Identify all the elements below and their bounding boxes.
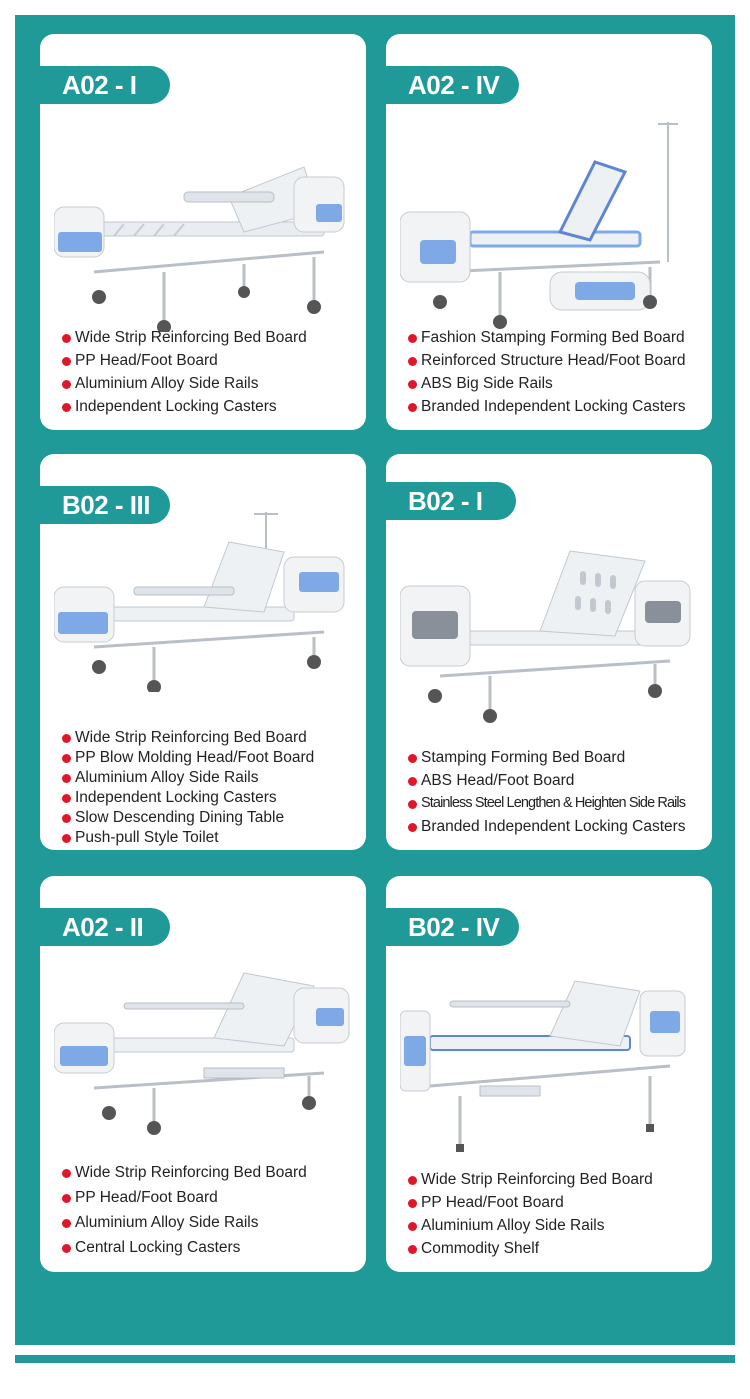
feature-text: Aluminium Alloy Side Rails bbox=[421, 1217, 605, 1234]
feature-item bbox=[62, 1235, 307, 1260]
feature-item bbox=[408, 1168, 653, 1191]
feature-text: Reinforced Structure Head/Foot Board bbox=[421, 352, 686, 369]
bullet-dot bbox=[62, 1219, 71, 1228]
feature-text: PP Blow Molding Head/Foot Board bbox=[75, 749, 315, 766]
feature-text: Commodity Shelf bbox=[421, 1240, 540, 1257]
feature-text: Branded Independent Locking Casters bbox=[421, 818, 686, 835]
feature-item bbox=[62, 748, 314, 768]
feature-text: Independent Locking Casters bbox=[75, 789, 277, 806]
feature-text: Fashion Stamping Forming Bed Board bbox=[421, 329, 685, 346]
feature-item bbox=[62, 1210, 307, 1235]
feature-item bbox=[408, 349, 686, 372]
model-tag: B02 - I bbox=[386, 482, 516, 520]
bullet-dot bbox=[408, 380, 417, 389]
feature-item bbox=[408, 326, 686, 349]
feature-text: Wide Strip Reinforcing Bed Board bbox=[75, 329, 307, 346]
bullet-dot bbox=[62, 1169, 71, 1178]
feature-item bbox=[62, 828, 314, 848]
model-tag: B02 - III bbox=[40, 486, 170, 524]
feature-text: Stamping Forming Bed Board bbox=[421, 749, 626, 766]
feature-text: Stainless Steel Lengthen & Heighten Side Rails bbox=[421, 795, 686, 811]
feature-text: Wide Strip Reinforcing Bed Board bbox=[75, 729, 307, 746]
feature-item bbox=[62, 326, 307, 349]
product-card-a02-ii[interactable] bbox=[40, 876, 366, 1272]
hospital-bed-image bbox=[54, 968, 352, 1148]
bullet-dot bbox=[62, 380, 71, 389]
feature-list bbox=[408, 1168, 653, 1260]
hospital-bed-image bbox=[400, 122, 698, 332]
feature-text: ABS Big Side Rails bbox=[421, 375, 553, 392]
product-card-b02-i[interactable] bbox=[386, 454, 712, 850]
bullet-dot bbox=[62, 814, 71, 823]
feature-list bbox=[408, 746, 686, 838]
bullet-dot bbox=[408, 823, 417, 832]
feature-item bbox=[408, 815, 686, 838]
feature-item bbox=[62, 788, 314, 808]
model-tag: A02 - I bbox=[40, 66, 170, 104]
feature-item bbox=[62, 728, 314, 748]
feature-item bbox=[408, 746, 686, 769]
bullet-dot bbox=[62, 734, 71, 743]
feature-text: Independent Locking Casters bbox=[75, 398, 277, 415]
feature-item bbox=[408, 792, 686, 815]
hospital-bed-image bbox=[400, 976, 698, 1156]
feature-item bbox=[408, 769, 686, 792]
bullet-dot bbox=[62, 1244, 71, 1253]
feature-item bbox=[408, 1237, 653, 1260]
bullet-dot bbox=[408, 800, 417, 809]
feature-text: Aluminium Alloy Side Rails bbox=[75, 375, 259, 392]
bottom-divider bbox=[15, 1355, 735, 1363]
feature-text: Central Locking Casters bbox=[75, 1239, 241, 1256]
bullet-dot bbox=[62, 754, 71, 763]
feature-text: Slow Descending Dining Table bbox=[75, 809, 285, 826]
model-tag: A02 - IV bbox=[386, 66, 519, 104]
bullet-dot bbox=[408, 1222, 417, 1231]
product-card-a02-iv[interactable] bbox=[386, 34, 712, 430]
hospital-bed-image bbox=[54, 122, 352, 332]
bullet-dot bbox=[62, 403, 71, 412]
product-card-b02-iv[interactable] bbox=[386, 876, 712, 1272]
hospital-bed-image bbox=[400, 546, 698, 726]
feature-list bbox=[62, 728, 314, 848]
feature-text: Wide Strip Reinforcing Bed Board bbox=[421, 1171, 653, 1188]
bullet-dot bbox=[408, 1245, 417, 1254]
feature-item bbox=[62, 768, 314, 788]
bullet-dot bbox=[62, 334, 71, 343]
bullet-dot bbox=[62, 1194, 71, 1203]
feature-list bbox=[62, 1160, 307, 1260]
feature-text: PP Head/Foot Board bbox=[75, 1189, 218, 1206]
feature-item bbox=[62, 1185, 307, 1210]
bullet-dot bbox=[408, 754, 417, 763]
feature-item bbox=[62, 808, 314, 828]
model-tag: B02 - IV bbox=[386, 908, 519, 946]
feature-text: ABS Head/Foot Board bbox=[421, 772, 575, 789]
bullet-dot bbox=[408, 334, 417, 343]
feature-item bbox=[62, 395, 307, 418]
bullet-dot bbox=[408, 357, 417, 366]
feature-text: Branded Independent Locking Casters bbox=[421, 398, 686, 415]
feature-text: PP Head/Foot Board bbox=[75, 352, 218, 369]
model-tag: A02 - II bbox=[40, 908, 170, 946]
feature-text: Aluminium Alloy Side Rails bbox=[75, 1214, 259, 1231]
feature-item bbox=[408, 1214, 653, 1237]
bullet-dot bbox=[408, 403, 417, 412]
feature-item bbox=[62, 1160, 307, 1185]
feature-item bbox=[62, 372, 307, 395]
bullet-dot bbox=[408, 1199, 417, 1208]
feature-text: PP Head/Foot Board bbox=[421, 1194, 564, 1211]
feature-item bbox=[408, 372, 686, 395]
feature-list bbox=[408, 326, 686, 418]
bullet-dot bbox=[408, 777, 417, 786]
feature-text: Wide Strip Reinforcing Bed Board bbox=[75, 1164, 307, 1181]
feature-item bbox=[62, 349, 307, 372]
bullet-dot bbox=[62, 357, 71, 366]
bullet-dot bbox=[62, 774, 71, 783]
hospital-bed-image bbox=[54, 512, 352, 692]
bullet-dot bbox=[62, 834, 71, 843]
feature-item bbox=[408, 395, 686, 418]
feature-text: Push-pull Style Toilet bbox=[75, 829, 219, 846]
feature-text: Aluminium Alloy Side Rails bbox=[75, 769, 259, 786]
product-card-a02-i[interactable] bbox=[40, 34, 366, 430]
feature-list bbox=[62, 326, 307, 418]
bullet-dot bbox=[62, 794, 71, 803]
feature-item bbox=[408, 1191, 653, 1214]
bullet-dot bbox=[408, 1176, 417, 1185]
product-card-b02-iii[interactable] bbox=[40, 454, 366, 850]
